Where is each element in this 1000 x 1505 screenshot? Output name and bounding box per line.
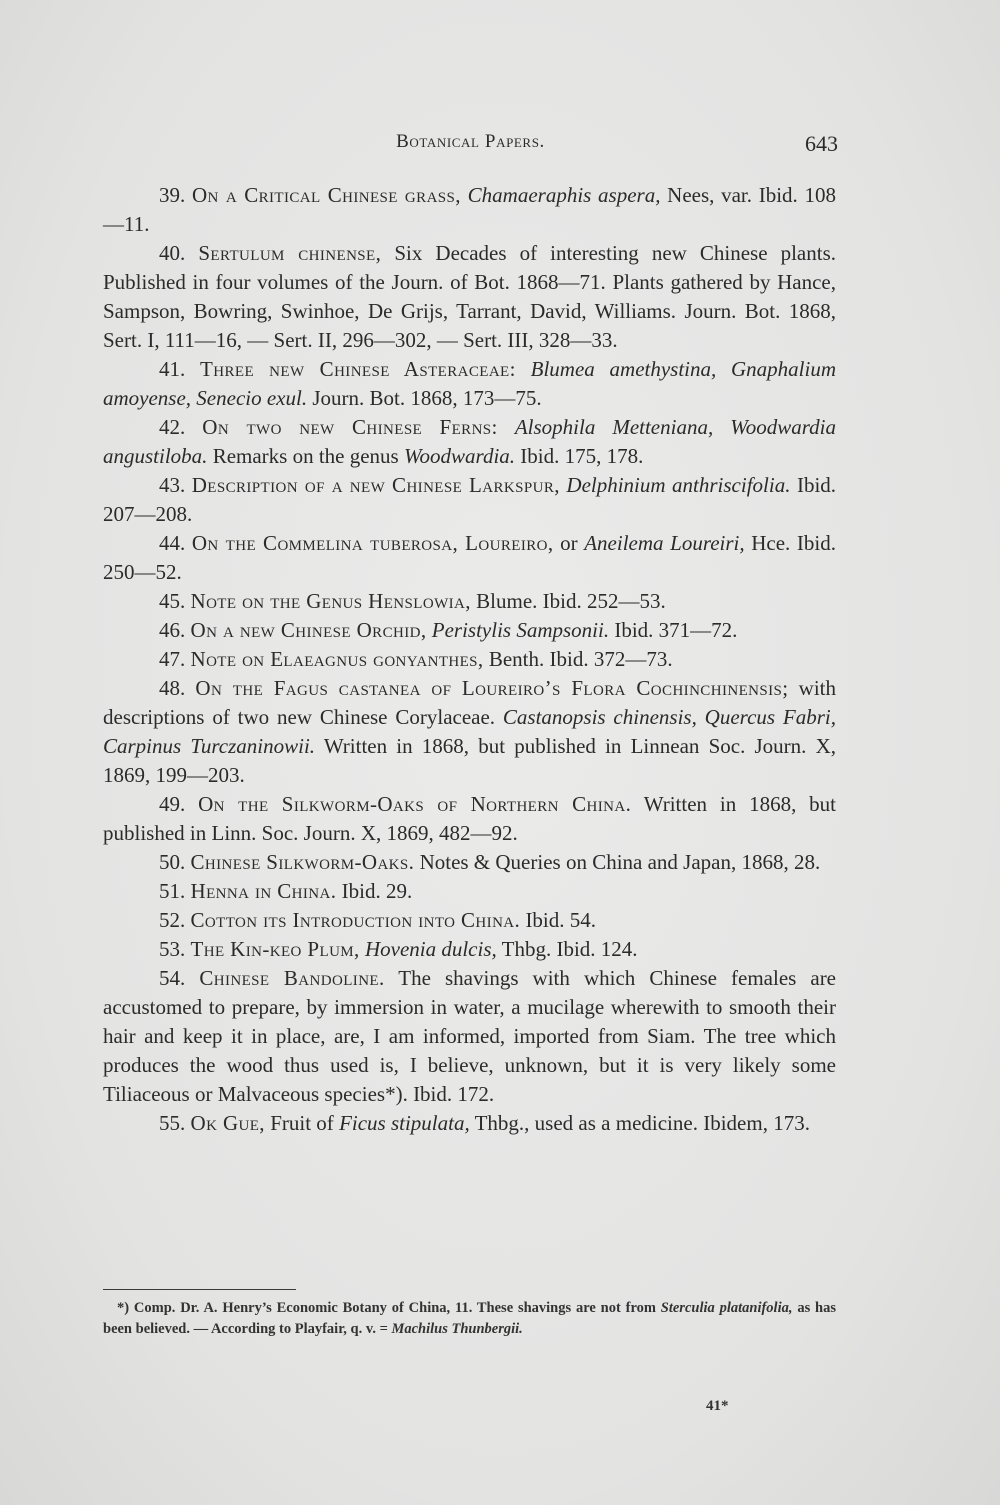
small-caps-title: Sertulum chinense, — [198, 241, 382, 265]
text-run — [516, 357, 531, 381]
bibliography-entry-e46 — [103, 616, 836, 645]
italic-text: Blumea amethystina, Gnaphalium amoyense, Senecio exul. — [103, 357, 837, 410]
text-run: 48. — [159, 676, 196, 700]
small-caps-title: Three new Chinese Asteraceae: — [200, 357, 516, 381]
footnote-rule — [103, 1289, 296, 1290]
text-run: Ibid. 29. — [336, 879, 413, 903]
small-caps-title: Note on Elaeagnus gonyanthes, — [190, 647, 484, 671]
small-caps-title: On two new Chinese Ferns: — [202, 415, 498, 439]
running-head — [103, 128, 838, 158]
text-run — [498, 415, 515, 439]
small-caps-title: The Kin-keo Plum, — [190, 937, 360, 961]
small-caps-title: Cotton its Introduction into China. — [190, 908, 521, 932]
bibliography-entry-e42 — [103, 413, 836, 471]
small-caps-title: Henna in China. — [190, 879, 337, 903]
bibliography-list — [103, 181, 836, 1138]
text-run: 45. — [159, 589, 191, 613]
text-run: with descriptions of two new Chinese Corylaceae. — [103, 676, 836, 729]
text-run: *) Comp. Dr. A. Henry’s Economic Botany of China, 11. These shavings are not from — [117, 1300, 661, 1316]
text-run: 54. — [159, 966, 200, 990]
text-run: 47. — [159, 647, 191, 671]
text-run: 44. — [159, 531, 192, 555]
text-run: Nees, var. Ibid. 108—11. — [103, 183, 837, 236]
text-run: Ibid. 54. — [520, 908, 597, 932]
italic-text: Delphinium anthriscifolia. — [566, 473, 791, 497]
small-caps-title: Note on the Genus Henslowia, — [190, 589, 471, 613]
italic-text: Aneilema Loureiri, — [584, 531, 745, 555]
text-run: 46. — [159, 618, 191, 642]
footnote — [103, 1298, 836, 1340]
bibliography-entry-e52 — [103, 906, 836, 935]
italic-text: Sterculia platanifolia, — [660, 1300, 793, 1316]
text-run: 55. — [159, 1111, 191, 1135]
bibliography-entry-e40 — [103, 239, 836, 355]
text-run: Hce. Ibid. 250—52. — [103, 531, 836, 584]
bibliography-entry-e50 — [103, 848, 836, 877]
text-run: 52. — [159, 908, 191, 932]
bibliography-entry-e41 — [103, 355, 836, 413]
page-number: 643 — [805, 131, 838, 156]
text-run: Thbg. Ibid. 124. — [496, 937, 638, 961]
small-caps-title: On a Critical Chinese grass, — [191, 183, 461, 207]
text-run: 53. — [159, 937, 191, 961]
text-run: 50. — [159, 850, 191, 874]
bibliography-entry-e43 — [103, 471, 836, 529]
text-run: Six Decades of interesting new Chinese plants. Published in four volumes of the Journ. of Bot. 1868—71. Plants gathered by Hance, Sampson, Bowring, Swinhoe, De Grijs, Tarrant, David, Williams. Journ. Bot. 1868, Sert. I, 111—16, — Sert. II, 296—302, — Sert. III, 328—33. — [103, 241, 837, 352]
italic-text: Machilus Thunbergii. — [391, 1321, 523, 1337]
text-run: Notes & Queries on China and Japan, 1868, 28. — [414, 850, 821, 874]
text-run: Thbg., used as a medicine. Ibidem, 173. — [469, 1111, 810, 1135]
bibliography-entry-e45 — [103, 587, 836, 616]
text-run: Fruit of — [264, 1111, 340, 1135]
italic-text: Alsophila Metteniana, Woodwardia angustiloba. — [103, 415, 837, 468]
italic-text: Hovenia dulcis, — [364, 937, 497, 961]
text-run: Ibid. 207—208. — [103, 473, 837, 526]
text-run: Written in 1868, but published in Linn. Soc. Journ. X, 1869, 482—92. — [103, 792, 836, 845]
small-caps-title: Ok Gue, — [190, 1111, 265, 1135]
text-run: Benth. Ibid. 372—73. — [483, 647, 673, 671]
text-run: Remarks on the genus — [207, 444, 404, 468]
small-caps-title: On the Fagus castanea of Loureiro’s Flora Cochinchinensis; — [195, 676, 789, 700]
small-caps-title: Description of a new Chinese Larkspur, — [191, 473, 560, 497]
text-run: Blume. Ibid. 252—53. — [470, 589, 666, 613]
bibliography-entry-e54 — [103, 964, 836, 1109]
small-caps-title: Chinese Bandoline. — [199, 966, 385, 990]
italic-text: Peristylis Sampsonii. — [431, 618, 610, 642]
bibliography-entry-e49 — [103, 790, 836, 848]
text-run: 42. — [159, 415, 203, 439]
text-run: Journ. Bot. 1868, 173—75. — [307, 386, 542, 410]
text-run: 51. — [159, 879, 191, 903]
italic-text: Castanopsis chinensis, Quercus Fabri, Carpinus Turczaninowii. — [103, 705, 836, 758]
small-caps-title: Chinese Silkworm-Oaks. — [190, 850, 415, 874]
signature-mark: 41* — [706, 1398, 729, 1414]
text-run: 40. — [159, 241, 199, 265]
italic-text: Ficus stipulata, — [339, 1111, 470, 1135]
footnote-text — [103, 1298, 836, 1340]
text-run: Ibid. 175, 178. — [515, 444, 644, 468]
small-caps-title: On the Commelina tuberosa, Loureiro, — [191, 531, 554, 555]
bibliography-entry-e48 — [103, 674, 836, 790]
running-head-title: Botanical Papers. — [396, 131, 545, 152]
small-caps-title: On a new Chinese Orchid, — [190, 618, 427, 642]
bibliography-entry-e53 — [103, 935, 836, 964]
text-run — [461, 183, 468, 207]
bibliography-entry-e47 — [103, 645, 836, 674]
text-run: 41. — [159, 357, 201, 381]
text-run: as has been believed. — According to Playfair, q. v. = — [103, 1300, 836, 1337]
bibliography-entry-e51 — [103, 877, 836, 906]
small-caps-title: On the Silkworm-Oaks of Northern China. — [198, 792, 632, 816]
bibliography-entry-e39 — [103, 181, 836, 239]
bibliography-entry-e55 — [103, 1109, 836, 1138]
text-run: The shavings with which Chinese females are accustomed to prepare, by immersion in water, a mucilage wherewith to smooth their hair and keep it in place, are, I am informed, imported from Siam. The tree which produces the wood thus used is, I believe, unknown, but it is very likely some Tiliaceous or Malvaceous species*). Ibid. 172. — [103, 966, 837, 1106]
text-run: Written in 1868, but published in Linnean Soc. Journ. X, 1869, 199—203. — [103, 734, 836, 787]
text-run: Ibid. 371—72. — [609, 618, 738, 642]
text-run: 39. — [159, 183, 192, 207]
text-run: 43. — [159, 473, 192, 497]
bibliography-entry-e44 — [103, 529, 836, 587]
text-run: or — [553, 531, 585, 555]
italic-text: Chamaeraphis aspera, — [467, 183, 661, 207]
italic-text: Woodwardia. — [403, 444, 516, 468]
text-run: 49. — [159, 792, 199, 816]
